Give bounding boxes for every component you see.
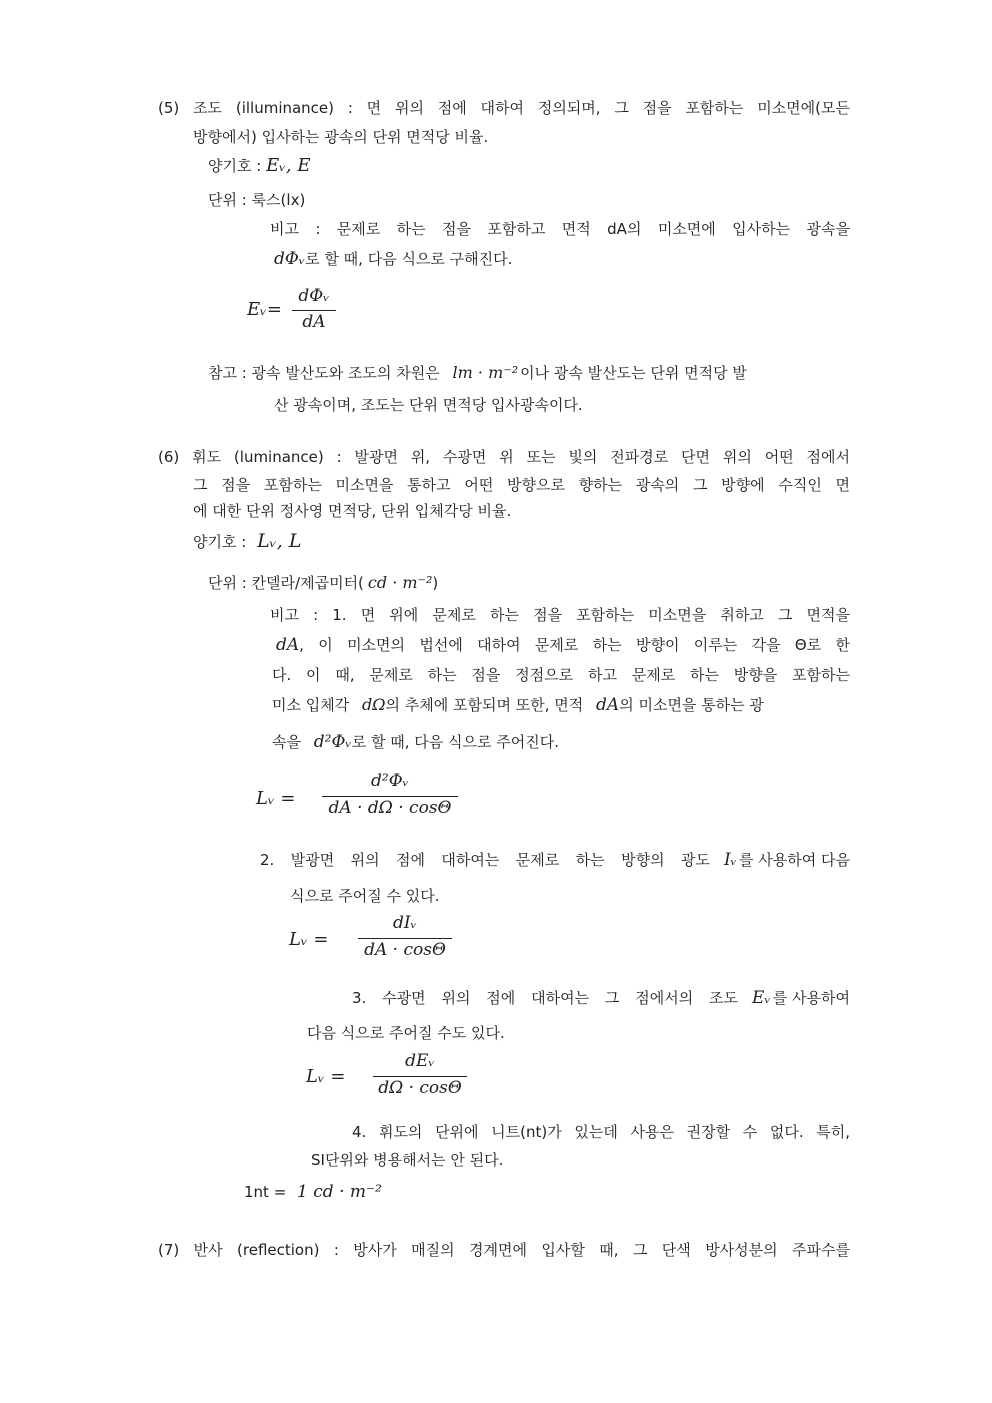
sec5-note-math: dΦᵥ [274, 249, 306, 269]
sec5-symbol-math: Eᵥ, E [266, 155, 311, 176]
sec6-line2: 그 점을 포함하는 미소면을 통하고 어떤 방향으로 향하는 광속의 그 방향에 수직인 면 [193, 476, 850, 494]
sec6-nt-text: 1nt = [244, 1183, 292, 1201]
sec6-note1-text-a: 미소 입체각 [272, 696, 350, 714]
sec5-note-line1: 비고 : 문제로 하는 점을 포함하고 면적 dA의 미소면에 입사하는 광속을 [270, 220, 850, 238]
sec6-note1-text: , 이 미소면의 법선에 대하여 문제로 하는 방향이 이루는 각을 Θ로 한 [299, 636, 850, 654]
sec6-note1-line3: 다. 이 때, 문제로 하는 점을 정점으로 하고 문제로 하는 방향을 포함하는 [272, 666, 850, 684]
sec6-note1-math-omega: dΩ [362, 695, 386, 714]
sec6-note1-math-flux: d²Φᵥ [313, 732, 352, 752]
sec5-ref-line1 [208, 363, 747, 383]
sec6-f3-denominator: dΩ · cosΘ [378, 1078, 462, 1098]
sec6-f1-numerator: d²Φᵥ [371, 771, 409, 791]
sec6-f3-numerator: dEᵥ [405, 1051, 435, 1071]
sec5-unit: 단위 : 룩스(lx) [208, 191, 306, 209]
fraction-bar [373, 1076, 467, 1077]
sec5-note-text: 로 할 때, 다음 식으로 구해진다. [305, 250, 513, 268]
sec6-line1: (6) 휘도 (luminance) : 발광면 위, 수광면 위 또는 빛의 전파경로 단면 위의 어떤 점에서 [158, 448, 850, 466]
sec6-note3-text-b: 를 사용하여 [772, 989, 850, 1007]
sec6-note1-line4 [272, 695, 764, 715]
sec6-note4-line2: SI단위와 병용해서는 안 된다. [311, 1151, 504, 1169]
sec5-ref-text-a: 참고 : 광속 발산도와 조도의 차원은 [208, 364, 440, 382]
sec5-ref-text-b: 이나 광속 발산도는 단위 면적당 발 [520, 364, 747, 382]
sec6-unit-close: ) [432, 574, 439, 592]
sec6-symbol [193, 531, 301, 552]
sec5-formula-lhs: Eᵥ= [247, 299, 282, 320]
sec6-note3-math: Eᵥ [752, 988, 771, 1008]
sec6-note2-line1 [260, 850, 850, 870]
sec6-note1-line2 [276, 635, 850, 655]
sec6-f2-lhs: Lᵥ = [289, 929, 329, 950]
sec5-note-line2 [274, 249, 512, 269]
sec6-f1-lhs: Lᵥ = [256, 788, 296, 809]
sec6-f2-denominator: dA · cosΘ [364, 940, 446, 960]
sec7-line1: (7) 반사 (reflection) : 방사가 매질의 경계면에 입사할 때, 그 단색 방사성분의 주파수를 [158, 1241, 850, 1259]
sec6-note2-math: Iᵥ [723, 850, 738, 870]
sec6-note1-text-b: 의 추체에 포함되며 또한, 면적 [385, 696, 584, 714]
sec6-symbol-label: 양기호 : [193, 533, 252, 551]
sec6-unit-math: cd · m⁻² [367, 573, 433, 592]
sec5-ref-line2: 산 광속이며, 조도는 단위 면적당 입사광속이다. [274, 396, 583, 414]
sec5-symbol-label: 양기호 : [208, 157, 267, 175]
sec6-note1-math-area: dA [596, 695, 620, 715]
sec5-line2: 방향에서) 입사하는 광속의 단위 면적당 비율. [193, 128, 489, 146]
sec6-line3: 에 대한 단위 정사영 면적당, 단위 입체각당 비율. [193, 502, 512, 520]
sec6-nt-line [244, 1182, 382, 1202]
sec6-f3-lhs: Lᵥ = [306, 1066, 346, 1087]
sec6-note1-text-c: 의 미소면을 통하는 광 [619, 696, 764, 714]
sec6-note2-text-a: 2. 발광면 위의 점에 대하여는 문제로 하는 방향의 광도 [260, 851, 710, 869]
sec6-f1-denominator: dA · dΩ · cosΘ [328, 798, 452, 818]
sec6-note1-text-d: 속을 [272, 733, 301, 751]
sec6-note1-math: dA [276, 635, 300, 655]
sec6-note1-line1: 비고 : 1. 면 위에 문제로 하는 점을 포함하는 미소면을 취하고 그 면적을 [270, 606, 850, 624]
sec6-note4-line1: 4. 휘도의 단위에 니트(nt)가 있는데 사용은 권장할 수 없다. 특히, [352, 1123, 850, 1141]
sec6-note1-line5 [272, 732, 559, 752]
sec5-line1: (5) 조도 (illuminance) : 면 위의 점에 대하여 정의되며, 그 점을 포함하는 미소면에(모든 [158, 99, 850, 117]
sec6-unit [208, 573, 438, 593]
sec6-note3-line2: 다음 식으로 주어질 수도 있다. [307, 1024, 505, 1042]
sec6-note1-text-e: 로 할 때, 다음 식으로 주어진다. [351, 733, 559, 751]
sec6-note2-text-b: 를 사용하여 다음 [739, 851, 850, 869]
sec6-note3-line1 [352, 988, 850, 1008]
sec6-unit-text: 단위 : 칸델라/제곱미터( [208, 574, 364, 592]
sec6-nt-math: 1 cd · m⁻² [297, 1182, 382, 1202]
sec6-note2-line2: 식으로 주어질 수 있다. [290, 887, 440, 905]
fraction-bar [358, 938, 452, 939]
fraction-bar [292, 310, 336, 311]
fraction-bar [322, 796, 458, 797]
sec6-symbol-math: Lᵥ, L [257, 530, 302, 552]
sec6-f2-numerator: dIᵥ [393, 913, 417, 933]
sec6-note3-text-a: 3. 수광면 위의 점에 대하여는 그 점에서의 조도 [352, 989, 739, 1007]
sec5-formula-numerator: dΦᵥ [298, 286, 330, 306]
sec5-formula-denominator: dA [302, 312, 326, 332]
sec5-symbol [208, 156, 311, 176]
sec5-ref-math: lm · m⁻² [452, 363, 519, 382]
